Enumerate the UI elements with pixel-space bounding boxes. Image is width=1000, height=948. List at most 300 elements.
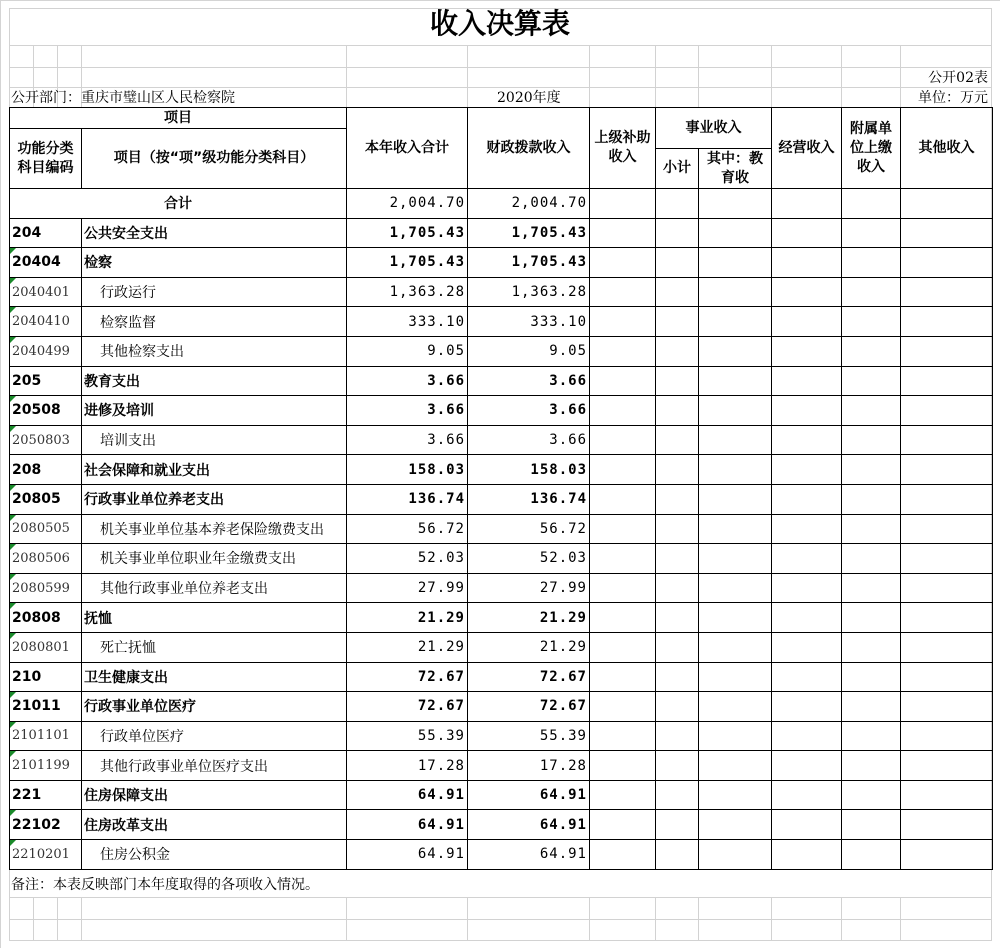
row-business-edu — [699, 751, 772, 781]
row-code — [10, 780, 82, 810]
table-row — [10, 396, 993, 426]
row-business-edu — [699, 425, 772, 455]
row-other — [901, 544, 993, 574]
row-business-edu — [699, 514, 772, 544]
row-other — [901, 425, 993, 455]
header-superior: 上级补助收入 — [590, 108, 656, 189]
table-row — [10, 780, 993, 810]
row-total-income: 3.66 — [347, 396, 468, 426]
row-name: 住房公积金 — [82, 840, 347, 870]
table-row — [10, 277, 993, 307]
row-code — [10, 455, 82, 485]
row-superior — [590, 218, 656, 248]
row-business-subtotal — [656, 425, 699, 455]
row-code-text: 2080599 — [12, 580, 70, 596]
row-operating — [772, 780, 842, 810]
row-business-subtotal — [656, 484, 699, 514]
row-affiliated — [842, 840, 901, 870]
row-fiscal: 17.28 — [468, 751, 590, 781]
income-table — [9, 107, 993, 870]
row-code-text: 208 — [12, 461, 42, 478]
cell-marker-icon — [10, 574, 16, 580]
row-business-edu — [699, 603, 772, 633]
row-total-income: 64.91 — [347, 810, 468, 840]
table-row — [10, 218, 993, 248]
row-other — [901, 751, 993, 781]
header-fiscal: 财政拨款收入 — [468, 108, 590, 189]
row-name: 其他检察支出 — [82, 336, 347, 366]
table-row — [10, 189, 993, 219]
row-operating — [772, 248, 842, 278]
row-superior — [590, 751, 656, 781]
row-total-income: 72.67 — [347, 692, 468, 722]
row-business-subtotal — [656, 455, 699, 485]
header-code: 功能分类科目编码 — [10, 129, 82, 189]
row-affiliated — [842, 366, 901, 396]
row-business-edu — [699, 780, 772, 810]
cell-marker-icon — [10, 633, 16, 639]
row-business-edu — [699, 544, 772, 574]
row-code — [10, 632, 82, 662]
row-operating — [772, 484, 842, 514]
row-name: 行政事业单位养老支出 — [82, 484, 347, 514]
row-name: 公共安全支出 — [82, 218, 347, 248]
cell-marker-icon — [10, 603, 16, 609]
row-code — [10, 751, 82, 781]
table-row — [10, 751, 993, 781]
table-row — [10, 514, 993, 544]
table-row — [10, 366, 993, 396]
table-row — [10, 425, 993, 455]
row-affiliated — [842, 484, 901, 514]
cell-marker-icon — [10, 722, 16, 728]
row-code-text: 2050803 — [12, 432, 70, 448]
row-other — [901, 336, 993, 366]
row-business-subtotal — [656, 514, 699, 544]
row-business-edu — [699, 662, 772, 692]
report-title: 收入决算表 — [429, 7, 570, 40]
row-operating — [772, 307, 842, 337]
row-affiliated — [842, 603, 901, 633]
row-affiliated — [842, 455, 901, 485]
row-affiliated — [842, 810, 901, 840]
row-operating — [772, 336, 842, 366]
row-business-subtotal — [656, 544, 699, 574]
row-code-text: 20808 — [12, 609, 61, 626]
row-operating — [772, 396, 842, 426]
row-business-edu — [699, 573, 772, 603]
row-operating — [772, 455, 842, 485]
row-business-edu — [699, 277, 772, 307]
table-row — [10, 248, 993, 278]
row-business-subtotal — [656, 840, 699, 870]
row-code-text: 2080801 — [12, 639, 70, 655]
row-operating — [772, 840, 842, 870]
row-other — [901, 662, 993, 692]
row-total-income: 17.28 — [347, 751, 468, 781]
row-superior — [590, 248, 656, 278]
row-operating — [772, 366, 842, 396]
row-name: 其他行政事业单位养老支出 — [82, 573, 347, 603]
row-business-subtotal — [656, 721, 699, 751]
row-operating — [772, 277, 842, 307]
row-other — [901, 484, 993, 514]
row-code — [10, 218, 82, 248]
row-other — [901, 248, 993, 278]
row-name: 培训支出 — [82, 425, 347, 455]
row-affiliated — [842, 662, 901, 692]
header-business: 事业收入 — [656, 108, 772, 149]
row-operating — [772, 632, 842, 662]
row-fiscal: 1,363.28 — [468, 277, 590, 307]
row-superior — [590, 189, 656, 219]
row-fiscal: 1,705.43 — [468, 218, 590, 248]
row-affiliated — [842, 544, 901, 574]
table-body — [10, 189, 993, 870]
row-name: 机关事业单位职业年金缴费支出 — [82, 544, 347, 574]
row-other — [901, 692, 993, 722]
row-code-text: 2040410 — [12, 314, 70, 330]
header-total-income: 本年收入合计 — [347, 108, 468, 189]
row-code — [10, 603, 82, 633]
table-row — [10, 573, 993, 603]
row-name: 合计 — [10, 189, 347, 219]
row-total-income: 333.10 — [347, 307, 468, 337]
row-code-text: 2040499 — [12, 343, 70, 359]
table-row — [10, 632, 993, 662]
row-other — [901, 277, 993, 307]
row-operating — [772, 514, 842, 544]
row-name: 机关事业单位基本养老保险缴费支出 — [82, 514, 347, 544]
row-fiscal: 72.67 — [468, 692, 590, 722]
row-operating — [772, 721, 842, 751]
row-other — [901, 780, 993, 810]
cell-marker-icon — [10, 337, 16, 343]
row-operating — [772, 218, 842, 248]
row-fiscal: 21.29 — [468, 632, 590, 662]
row-code-text: 205 — [12, 372, 42, 389]
row-code — [10, 307, 82, 337]
fiscal-year: 2020年度 — [497, 90, 561, 106]
row-other — [901, 603, 993, 633]
department-label: 公开部门：重庆市璧山区人民检察院 — [11, 90, 235, 106]
row-affiliated — [842, 396, 901, 426]
row-name: 行政单位医疗 — [82, 721, 347, 751]
row-total-income: 72.67 — [347, 662, 468, 692]
row-superior — [590, 277, 656, 307]
row-operating — [772, 692, 842, 722]
row-total-income: 64.91 — [347, 780, 468, 810]
row-business-subtotal — [656, 248, 699, 278]
table-row — [10, 307, 993, 337]
row-code — [10, 544, 82, 574]
header-affiliated: 附属单位上缴收入 — [842, 108, 901, 189]
row-code — [10, 366, 82, 396]
row-code — [10, 810, 82, 840]
row-total-income: 1,363.28 — [347, 277, 468, 307]
row-other — [901, 840, 993, 870]
table-row — [10, 721, 993, 751]
row-fiscal: 72.67 — [468, 662, 590, 692]
row-business-edu — [699, 189, 772, 219]
row-other — [901, 632, 993, 662]
row-fiscal: 136.74 — [468, 484, 590, 514]
row-code-text: 2080505 — [12, 521, 70, 537]
row-total-income: 55.39 — [347, 721, 468, 751]
row-affiliated — [842, 307, 901, 337]
row-fiscal: 21.29 — [468, 603, 590, 633]
row-total-income: 21.29 — [347, 603, 468, 633]
row-total-income: 52.03 — [347, 544, 468, 574]
row-code — [10, 248, 82, 278]
row-code-text: 221 — [12, 787, 42, 804]
row-fiscal: 9.05 — [468, 336, 590, 366]
footnote: 备注：本表反映部门本年度取得的各项收入情况。 — [11, 877, 319, 893]
row-business-subtotal — [656, 692, 699, 722]
row-superior — [590, 425, 656, 455]
table-row — [10, 336, 993, 366]
row-code-text: 22102 — [12, 816, 61, 833]
row-business-subtotal — [656, 277, 699, 307]
row-operating — [772, 751, 842, 781]
row-code — [10, 692, 82, 722]
row-total-income: 1,705.43 — [347, 248, 468, 278]
header-name: 项目（按“项”级功能分类科目） — [82, 129, 347, 189]
row-code — [10, 484, 82, 514]
row-fiscal: 52.03 — [468, 544, 590, 574]
row-code — [10, 840, 82, 870]
row-business-subtotal — [656, 396, 699, 426]
row-superior — [590, 366, 656, 396]
row-total-income: 158.03 — [347, 455, 468, 485]
row-operating — [772, 544, 842, 574]
row-code — [10, 514, 82, 544]
row-fiscal: 56.72 — [468, 514, 590, 544]
row-business-subtotal — [656, 780, 699, 810]
row-other — [901, 366, 993, 396]
table-row — [10, 810, 993, 840]
row-business-subtotal — [656, 366, 699, 396]
row-affiliated — [842, 218, 901, 248]
row-business-subtotal — [656, 336, 699, 366]
row-business-edu — [699, 840, 772, 870]
row-name: 检察监督 — [82, 307, 347, 337]
row-business-edu — [699, 692, 772, 722]
row-code-text: 2210201 — [12, 846, 70, 862]
cell-marker-icon — [10, 278, 16, 284]
row-name: 住房保障支出 — [82, 780, 347, 810]
row-affiliated — [842, 573, 901, 603]
row-business-subtotal — [656, 189, 699, 219]
row-business-edu — [699, 810, 772, 840]
row-name: 社会保障和就业支出 — [82, 455, 347, 485]
row-superior — [590, 721, 656, 751]
row-operating — [772, 662, 842, 692]
cell-marker-icon — [10, 396, 16, 402]
row-total-income: 21.29 — [347, 632, 468, 662]
row-superior — [590, 632, 656, 662]
row-total-income: 9.05 — [347, 336, 468, 366]
row-other — [901, 218, 993, 248]
row-code-text: 20805 — [12, 491, 61, 508]
row-affiliated — [842, 189, 901, 219]
row-operating — [772, 810, 842, 840]
row-affiliated — [842, 632, 901, 662]
row-superior — [590, 396, 656, 426]
cell-marker-icon — [10, 810, 16, 816]
row-fiscal: 27.99 — [468, 573, 590, 603]
row-other — [901, 189, 993, 219]
row-fiscal: 64.91 — [468, 810, 590, 840]
row-total-income: 3.66 — [347, 366, 468, 396]
row-business-subtotal — [656, 573, 699, 603]
row-affiliated — [842, 336, 901, 366]
row-superior — [590, 455, 656, 485]
row-total-income: 2,004.70 — [347, 189, 468, 219]
row-name: 检察 — [82, 248, 347, 278]
row-superior — [590, 662, 656, 692]
row-operating — [772, 603, 842, 633]
cell-marker-icon — [10, 485, 16, 491]
row-business-subtotal — [656, 751, 699, 781]
row-other — [901, 396, 993, 426]
row-code-text: 210 — [12, 668, 42, 685]
row-business-edu — [699, 632, 772, 662]
row-superior — [590, 484, 656, 514]
row-affiliated — [842, 780, 901, 810]
row-superior — [590, 514, 656, 544]
row-fiscal: 64.91 — [468, 840, 590, 870]
row-affiliated — [842, 514, 901, 544]
row-superior — [590, 810, 656, 840]
row-name: 教育支出 — [82, 366, 347, 396]
row-other — [901, 810, 993, 840]
row-superior — [590, 307, 656, 337]
row-business-edu — [699, 396, 772, 426]
row-affiliated — [842, 692, 901, 722]
row-fiscal: 3.66 — [468, 396, 590, 426]
table-row — [10, 662, 993, 692]
row-business-subtotal — [656, 662, 699, 692]
row-code-text: 2040401 — [12, 284, 70, 300]
row-business-edu — [699, 336, 772, 366]
row-superior — [590, 544, 656, 574]
row-code — [10, 425, 82, 455]
row-business-edu — [699, 366, 772, 396]
cell-marker-icon — [10, 426, 16, 432]
row-total-income: 56.72 — [347, 514, 468, 544]
row-code-text: 21011 — [12, 698, 61, 715]
row-code — [10, 396, 82, 426]
row-business-edu — [699, 307, 772, 337]
row-total-income: 136.74 — [347, 484, 468, 514]
row-name: 卫生健康支出 — [82, 662, 347, 692]
row-business-subtotal — [656, 603, 699, 633]
row-total-income: 3.66 — [347, 425, 468, 455]
row-business-subtotal — [656, 632, 699, 662]
row-business-edu — [699, 218, 772, 248]
table-number: 公开02表 — [928, 70, 988, 86]
row-fiscal: 333.10 — [468, 307, 590, 337]
table-row — [10, 692, 993, 722]
row-operating — [772, 189, 842, 219]
row-code-text: 204 — [12, 224, 42, 241]
row-total-income: 27.99 — [347, 573, 468, 603]
row-name: 其他行政事业单位医疗支出 — [82, 751, 347, 781]
header-project: 项目 — [10, 108, 347, 129]
row-code-text: 2080506 — [12, 550, 70, 566]
header-business-edu: 其中：教育收 — [699, 149, 772, 189]
header-operating: 经营收入 — [772, 108, 842, 189]
row-business-subtotal — [656, 218, 699, 248]
row-affiliated — [842, 751, 901, 781]
row-code-text: 2101101 — [12, 728, 70, 744]
row-superior — [590, 336, 656, 366]
row-fiscal: 158.03 — [468, 455, 590, 485]
row-name: 进修及培训 — [82, 396, 347, 426]
row-code-text: 20508 — [12, 402, 61, 419]
row-affiliated — [842, 248, 901, 278]
table-row — [10, 484, 993, 514]
row-superior — [590, 780, 656, 810]
row-superior — [590, 603, 656, 633]
row-total-income: 1,705.43 — [347, 218, 468, 248]
row-affiliated — [842, 277, 901, 307]
row-business-edu — [699, 721, 772, 751]
row-superior — [590, 573, 656, 603]
table-row — [10, 544, 993, 574]
header-other: 其他收入 — [901, 108, 993, 189]
table-row — [10, 455, 993, 485]
row-code — [10, 573, 82, 603]
row-code — [10, 336, 82, 366]
cell-marker-icon — [10, 751, 16, 757]
row-superior — [590, 692, 656, 722]
row-code-text: 20404 — [12, 254, 61, 271]
row-business-edu — [699, 248, 772, 278]
row-business-subtotal — [656, 307, 699, 337]
row-code-text: 2101199 — [12, 758, 70, 774]
row-business-edu — [699, 484, 772, 514]
cell-marker-icon — [10, 248, 16, 254]
unit-label: 单位：万元 — [918, 90, 988, 106]
row-name: 行政运行 — [82, 277, 347, 307]
row-code — [10, 277, 82, 307]
row-operating — [772, 425, 842, 455]
row-fiscal: 1,705.43 — [468, 248, 590, 278]
table-row — [10, 603, 993, 633]
row-other — [901, 721, 993, 751]
cell-marker-icon — [10, 544, 16, 550]
header-business-subtotal: 小计 — [656, 149, 699, 189]
row-business-edu — [699, 455, 772, 485]
row-superior — [590, 840, 656, 870]
row-fiscal: 3.66 — [468, 425, 590, 455]
cell-marker-icon — [10, 840, 16, 846]
row-name: 死亡抚恤 — [82, 632, 347, 662]
cell-marker-icon — [10, 692, 16, 698]
row-affiliated — [842, 425, 901, 455]
row-other — [901, 514, 993, 544]
row-fiscal: 3.66 — [468, 366, 590, 396]
row-name: 行政事业单位医疗 — [82, 692, 347, 722]
row-other — [901, 573, 993, 603]
row-code — [10, 662, 82, 692]
table-row — [10, 840, 993, 870]
row-code — [10, 721, 82, 751]
row-business-subtotal — [656, 810, 699, 840]
row-fiscal: 2,004.70 — [468, 189, 590, 219]
